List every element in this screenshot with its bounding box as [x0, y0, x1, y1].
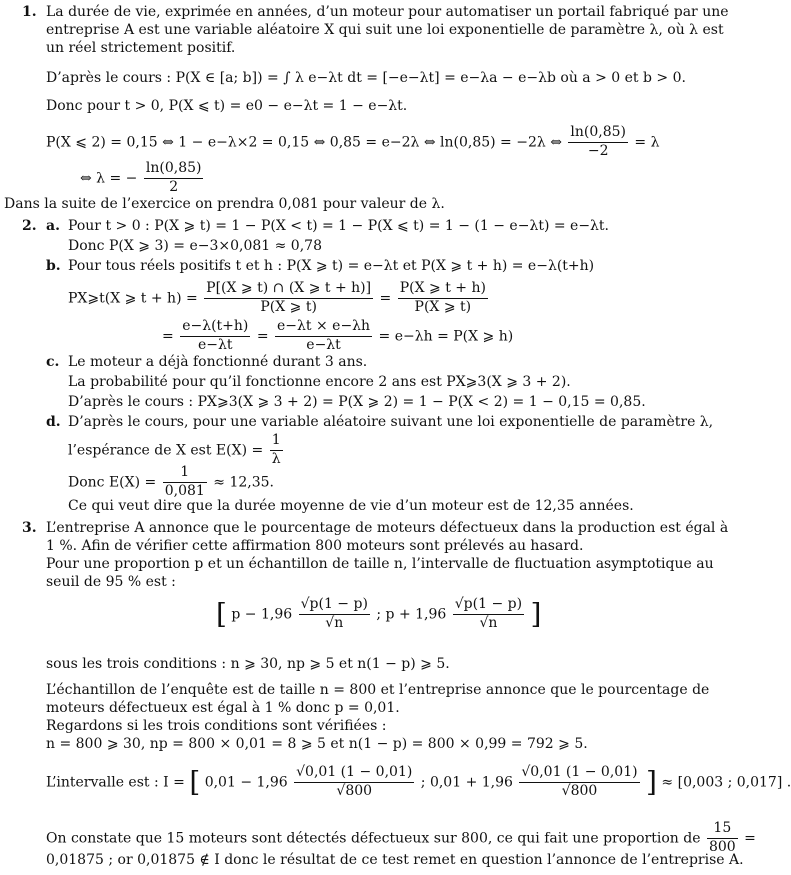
suite-lambda-value: Dans la suite de l’exercice on prendra 0,081 pour valeur de λ.: [4, 196, 445, 212]
q3-constat-num: 15: [707, 820, 738, 839]
q2-c-line-3: D’après le cours : PX⩾3(X ⩾ 3 + 2) = P(X ⩾ 2) = 1 − P(X < 2) = 1 − 0,15 = 0,85.: [68, 394, 646, 410]
q1-intro-line-1: La durée de vie, exprimée en années, d’un moteur pour automatiser un portail fabriqué par une: [46, 4, 729, 20]
q3-line-2: 1 %. Afin de vérifier cette affirmation 800 moteurs sont prélevés au hasard.: [46, 538, 584, 554]
q3-I-fraction-1: [294, 764, 414, 801]
q3-verification: n = 800 ⩾ 30, np = 800 × 0,01 = 8 ⩾ 5 et n(1 − p) = 800 × 0,99 = 792 ⩾ 5.: [46, 736, 588, 752]
q3-constat-text: On constate que 15 moteurs sont détectés défectueux sur 800, ce qui fait une proportion de: [46, 830, 701, 847]
q2-b-equation-2: = $\frac{e-\lambda(t+h)}{e-\lambda t}$ = $\frac{e-\lambda t \times e-\lambda h}{e-\lambda t}$ = e−λh = P(X ⩾ h): [162, 318, 514, 353]
q2-b-f3-num: e−λ(t+h): [180, 318, 250, 337]
q2-b-f1-num: P[(X ⩾ t) ∩ (X ⩾ t + h)]: [204, 280, 373, 299]
q3-int-f1-den: √n: [325, 614, 344, 631]
q3-I-f1-num: √0,01 (1 − 0,01): [294, 764, 414, 783]
q1-intro-line-3: un réel strictement positif.: [46, 40, 236, 56]
q2-d-f1-den: λ: [271, 450, 281, 467]
q2-d-line-2-text: l’espérance de X est E(X) =: [68, 442, 264, 459]
question-1-number: 1.: [22, 4, 37, 20]
q3-I-pre: L’intervalle est : I =: [46, 774, 185, 791]
q2-b-f2-den: P(X ⩾ t): [414, 298, 472, 315]
q3-int-f1-num: √p(1 − p): [299, 596, 370, 615]
q2-b-end: = e−λh = P(X ⩾ h): [378, 328, 514, 345]
q3-echantillon-2: moteurs défectueux est égal à 1 % donc p = 0,01.: [46, 700, 400, 716]
q1-lambda-frac-num: ln(0,85): [144, 160, 204, 179]
q3-interval-formula: [ p − 1,96 $\frac{√p(1 - p)}{√n}$ ; p + 1,96 $\frac{√p(1 - p)}{√n}$ ]: [216, 596, 542, 631]
q3-I-f2-num: √0,01 (1 − 0,01): [519, 764, 639, 783]
q2-c-label: c.: [46, 354, 60, 370]
q1-lambda-pre: ⇔ λ = −: [80, 170, 138, 187]
q2-b-lhs: PX⩾t(X ⩾ t + h) =: [68, 290, 198, 307]
q3-line-3: Pour une proportion p et un échantillon de taille n, l’intervalle de fluctuation asymptotique au: [46, 556, 714, 572]
q1-lambda-frac-den: 2: [169, 178, 179, 195]
q1-course-formula: D’après le cours : P(X ∈ [a; b]) = ∫ λ e−λt dt = [−e−λt] = e−λa − e−λb où a > 0 et b > 0.: [46, 70, 686, 86]
q1-calc-end: = λ: [634, 134, 660, 151]
q2-b-fraction-3: [180, 318, 250, 355]
q3-I-f2-den: √800: [561, 782, 598, 799]
q2-d-line-3: [68, 464, 274, 501]
q1-calc-frac-num: ln(0,85): [568, 124, 628, 143]
q3-constat-eq: =: [744, 830, 756, 847]
q2-d-label: d.: [46, 414, 61, 430]
q2-d-line-3-text: Donc E(X) =: [68, 474, 157, 491]
q2-b-equation-1: PX⩾t(X ⩾ t + h) = $\frac{P[(X ⩾ t) \cap (X ⩾ t + h)]}{P(X ⩾ t)}$ = $\frac{P(X ⩾ t + h)}{P(X ⩾ t)}$: [68, 280, 486, 315]
q2-b-f4-den: e−λt: [306, 336, 341, 353]
q2-d-fraction-2: [163, 464, 207, 501]
q3-I-result: ≈ [0,003 ; 0,017] .: [661, 774, 791, 791]
q3-int-f2-num: √p(1 − p): [453, 596, 524, 615]
q1-calc-fraction: [568, 124, 628, 161]
q2-d-f2-num: 1: [163, 464, 207, 483]
q2-d-line-3-post: ≈ 12,35.: [213, 474, 274, 491]
q2-b-f4-num: e−λt × e−λh: [275, 318, 372, 337]
q2-b-fraction-1: [204, 280, 373, 317]
q3-conditions: sous les trois conditions : n ⩾ 30, np ⩾ 5 et n(1 − p) ⩾ 5.: [46, 656, 450, 672]
q1-donc-line: Donc pour t > 0, P(X ⩽ t) = e0 − e−λt = 1 − e−λt.: [46, 98, 408, 114]
q2-b-label: b.: [46, 258, 61, 274]
q2-c-line-2: La probabilité pour qu’il fonctionne encore 2 ans est PX⩾3(X ⩾ 3 + 2).: [68, 374, 571, 390]
q3-echantillon-1: L’échantillon de l’enquête est de taille n = 800 et l’entreprise annonce que le pourcentage de: [46, 682, 710, 698]
q3-int-left: p − 1,96: [231, 606, 293, 623]
q3-interval-I: L’intervalle est : I = [ 0,01 − 1,96 $\frac{√0,01 (1 - 0,01)}{√800}$ ; 0,01 + 1,96 $\frac{√0,01 (1 - 0,01)}{√800}$ ] ≈ [0,003 ; 0,017] .: [46, 764, 791, 799]
q3-I-left: 0,01 − 1,96: [204, 774, 288, 791]
q3-constat-den: 800: [708, 838, 736, 855]
q3-line-1: L’entreprise A annonce que le pourcentage de moteurs défectueux dans la production est égal à: [46, 520, 729, 536]
q2-a-line-1: Pour t > 0 : P(X ⩾ t) = 1 − P(X < t) = 1 − P(X ⩽ t) = 1 − (1 − e−λt) = e−λt.: [68, 218, 610, 234]
q3-int-fraction-2: [453, 596, 524, 633]
q3-line-4: seuil de 95 % est :: [46, 574, 176, 590]
q3-I-fraction-2: [519, 764, 639, 801]
q1-intro-line-2: entreprise A est une variable aléatoire X qui suit une loi exponentielle de paramètre λ, où λ est: [46, 22, 724, 38]
q3-int-fraction-1: [299, 596, 370, 633]
q2-b-fraction-2: [398, 280, 488, 317]
q1-lambda-fraction: [144, 160, 204, 197]
q2-b-f2-num: P(X ⩾ t + h): [398, 280, 488, 299]
question-3-number: 3.: [22, 520, 37, 536]
q3-I-mid: ; 0,01 + 1,96: [420, 774, 513, 791]
q2-d-f2-den: 0,081: [164, 482, 205, 499]
q2-d-f1-num: 1: [270, 432, 283, 451]
q1-calc-text: P(X ⩽ 2) = 0,15 ⇔ 1 − e−λ×2 = 0,15 ⇔ 0,85 = e−2λ ⇔ ln(0,85) = −2λ ⇔: [46, 134, 562, 151]
q2-b-fraction-4: [275, 318, 372, 355]
q3-regardons: Regardons si les trois conditions sont vérifiées :: [46, 718, 387, 734]
q2-d-line-1: D’après le cours, pour une variable aléatoire suivant une loi exponentielle de paramètre λ,: [68, 414, 714, 430]
q2-b-line-1: Pour tous réels positifs t et h : P(X ⩾ t) = e−λt et P(X ⩾ t + h) = e−λ(t+h): [68, 258, 595, 274]
q2-d-line-4: Ce qui veut dire que la durée moyenne de vie d’un moteur est de 12,35 années.: [68, 498, 634, 514]
q2-a-label: a.: [46, 218, 60, 234]
q1-calc-line: [46, 124, 659, 161]
q2-a-line-2: Donc P(X ⩾ 3) = e−3×0,081 ≈ 0,78: [68, 238, 322, 254]
q2-c-line-1: Le moteur a déjà fonctionné durant 3 ans.: [68, 354, 368, 370]
q3-I-f1-den: √800: [336, 782, 373, 799]
q3-int-f2-den: √n: [479, 614, 498, 631]
q2-b-f3-den: e−λt: [198, 336, 233, 353]
q3-int-mid: ; p + 1,96: [376, 606, 447, 623]
question-2-number: 2.: [22, 218, 37, 234]
q2-b-f1-den: P(X ⩾ t): [260, 298, 317, 315]
q1-calc-frac-den: −2: [587, 142, 609, 159]
q1-lambda-line: [80, 160, 205, 197]
q3-conclusion: 0,01875 ; or 0,01875 ∉ I donc le résultat de ce test remet en question l’annonce de l’entreprise A.: [46, 852, 744, 868]
